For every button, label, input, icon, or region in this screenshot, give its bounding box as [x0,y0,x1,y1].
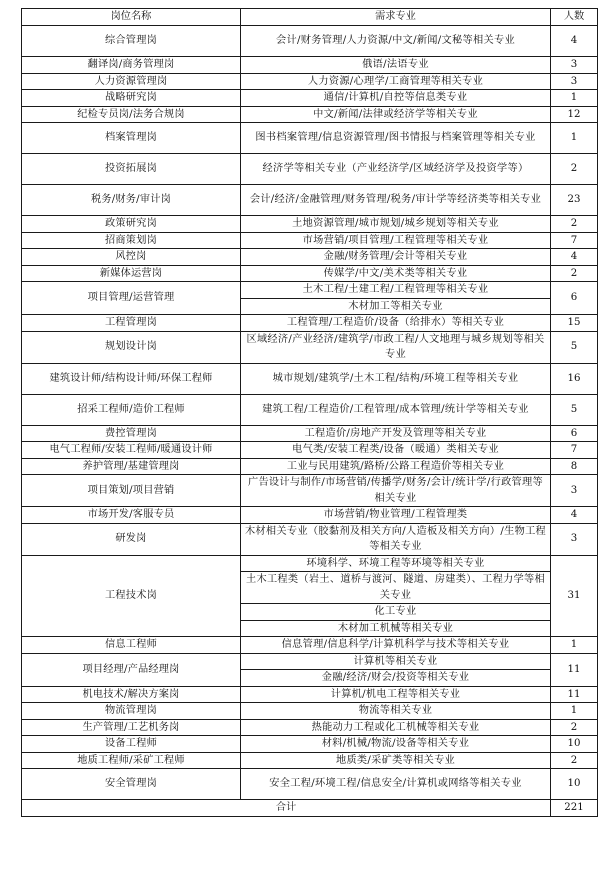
major-cell: 计算机等相关专业 [241,653,551,670]
position-cell: 机电技术/解决方案岗 [22,686,241,703]
table-row [22,216,598,233]
table-row [22,394,598,425]
position-cell: 信息工程师 [22,637,241,654]
major-cell: 工程管理/工程造价/设备（给排水）等相关专业 [241,315,551,332]
table-row [22,315,598,332]
table-row [22,752,598,769]
position-cell: 档案管理岗 [22,123,241,154]
table-row [22,769,598,800]
position-cell: 风控岗 [22,249,241,266]
major-cell: 人力资源/心理学/工商管理等相关专业 [241,73,551,90]
table-row [22,26,598,57]
position-cell: 投资拓展岗 [22,154,241,185]
table-row [22,154,598,185]
table-row [22,458,598,475]
total-row [22,800,598,817]
table-header-row [22,9,598,26]
major-cell: 环境科学、环境工程等环境等相关专业 [241,555,551,572]
position-cell: 地质工程师/采矿工程师 [22,752,241,769]
count-cell: 11 [551,686,598,703]
major-cell: 会计/经济/金融管理/财务管理/税务/审计学等经济类等相关专业 [241,185,551,216]
table-row [22,282,598,299]
table-row [22,719,598,736]
major-cell: 地质类/采矿类等相关专业 [241,752,551,769]
count-cell: 4 [551,249,598,266]
major-cell: 经济学等相关专业（产业经济学/区域经济学及投资学等） [241,154,551,185]
count-cell: 4 [551,507,598,524]
position-cell: 纪检专员岗/法务合规岗 [22,106,241,123]
major-cell: 金融/经济/财会/投资等相关专业 [241,670,551,687]
position-cell: 工程管理岗 [22,315,241,332]
table-row [22,736,598,753]
major-cell: 会计/财务管理/人力资源/中文/新闻/文秘等相关专业 [241,26,551,57]
major-cell: 传媒学/中文/美术类等相关专业 [241,265,551,282]
count-cell: 23 [551,185,598,216]
major-cell: 土木工程类（岩土、道桥与渡河、隧道、房建类）、工程力学等相关专业 [241,572,551,604]
position-cell: 生产管理/工艺机务岗 [22,719,241,736]
major-cell: 市场营销/物业管理/工程管理类 [241,507,551,524]
major-cell: 金融/财务管理/会计等相关专业 [241,249,551,266]
major-cell: 木材加工等相关专业 [241,298,551,315]
count-cell: 1 [551,90,598,107]
count-cell: 4 [551,26,598,57]
count-cell: 11 [551,653,598,686]
count-cell: 5 [551,331,598,363]
header-major: 需求专业 [241,9,551,26]
count-cell: 3 [551,57,598,74]
count-cell: 6 [551,282,598,315]
position-cell: 养护管理/基建管理岗 [22,458,241,475]
position-cell: 战略研究岗 [22,90,241,107]
position-cell: 建筑设计师/结构设计师/环保工程师 [22,363,241,394]
position-cell: 规划设计岗 [22,331,241,363]
position-cell: 工程技术岗 [22,555,241,637]
table-row [22,123,598,154]
position-cell: 项目经理/产品经理岗 [22,653,241,686]
major-cell: 市场营销/项目管理/工程管理等相关专业 [241,232,551,249]
major-cell: 信息管理/信息科学/计算机科学与技术等相关专业 [241,637,551,654]
table-row [22,363,598,394]
count-cell: 10 [551,769,598,800]
major-cell: 中文/新闻/法律或经济学等相关专业 [241,106,551,123]
position-cell: 项目策划/项目营销 [22,475,241,507]
table-row [22,249,598,266]
position-cell: 物流管理岗 [22,703,241,720]
table-row [22,637,598,654]
major-cell: 电气类/安装工程类/设备（暖通）类相关专业 [241,442,551,459]
position-cell: 新媒体运营岗 [22,265,241,282]
position-cell: 安全管理岗 [22,769,241,800]
table-row [22,106,598,123]
table-row [22,185,598,216]
header-count: 人数 [551,9,598,26]
position-cell: 招商策划岗 [22,232,241,249]
total-label: 合计 [22,800,551,817]
major-cell: 安全工程/环境工程/信息安全/计算机或网络等相关专业 [241,769,551,800]
count-cell: 2 [551,752,598,769]
table-row [22,523,598,555]
position-cell: 税务/财务/审计岗 [22,185,241,216]
recruitment-table [21,8,598,817]
count-cell: 31 [551,555,598,637]
count-cell: 7 [551,232,598,249]
major-cell: 土地资源管理/城市规划/城乡规划等相关专业 [241,216,551,233]
count-cell: 15 [551,315,598,332]
position-cell: 人力资源管理岗 [22,73,241,90]
major-cell: 木材加工机械等相关专业 [241,620,551,637]
major-cell: 材料/机械/物流/设备等相关专业 [241,736,551,753]
major-cell: 城市规划/建筑学/土木工程/结构/环境工程等相关专业 [241,363,551,394]
table-row [22,232,598,249]
table-row [22,703,598,720]
position-cell: 综合管理岗 [22,26,241,57]
table-row [22,73,598,90]
table-row [22,425,598,442]
count-cell: 5 [551,394,598,425]
position-cell: 政策研究岗 [22,216,241,233]
table-row [22,653,598,670]
position-cell: 设备工程师 [22,736,241,753]
major-cell: 土木工程/土建工程/工程管理等相关专业 [241,282,551,299]
count-cell: 16 [551,363,598,394]
major-cell: 图书档案管理/信息资源管理/图书情报与档案管理等相关专业 [241,123,551,154]
count-cell: 2 [551,719,598,736]
major-cell: 物流等相关专业 [241,703,551,720]
total-value: 221 [551,800,598,817]
table-row [22,442,598,459]
count-cell: 1 [551,123,598,154]
major-cell: 木材相关专业（胶黏剂及相关方向/人造板及相关方向）/生物工程等相关专业 [241,523,551,555]
table-row [22,90,598,107]
major-cell: 广告设计与制作/市场营销/传播学/财务/会计/统计学/行政管理等相关专业 [241,475,551,507]
count-cell: 12 [551,106,598,123]
count-cell: 3 [551,73,598,90]
table-body [22,9,598,817]
major-cell: 工程造价/房地产开发及管理等相关专业 [241,425,551,442]
count-cell: 10 [551,736,598,753]
count-cell: 6 [551,425,598,442]
position-cell: 项目管理/运营管理 [22,282,241,315]
count-cell: 2 [551,154,598,185]
table-row [22,686,598,703]
count-cell: 7 [551,442,598,459]
table-row [22,57,598,74]
major-cell: 建筑工程/工程造价/工程管理/成本管理/统计学等相关专业 [241,394,551,425]
major-cell: 区域经济/产业经济/建筑学/市政工程/人文地理与城乡规划等相关专业 [241,331,551,363]
count-cell: 3 [551,475,598,507]
major-cell: 通信/计算机/自控等信息类专业 [241,90,551,107]
table-row [22,331,598,363]
position-cell: 招采工程师/造价工程师 [22,394,241,425]
count-cell: 2 [551,216,598,233]
major-cell: 热能动力工程或化工机械等相关专业 [241,719,551,736]
major-cell: 俄语/法语专业 [241,57,551,74]
major-cell: 计算机/机电工程等相关专业 [241,686,551,703]
position-cell: 费控管理岗 [22,425,241,442]
position-cell: 电气工程师/安装工程师/暖通设计师 [22,442,241,459]
position-cell: 市场开发/客服专员 [22,507,241,524]
table-row [22,475,598,507]
table-row [22,555,598,572]
count-cell: 3 [551,523,598,555]
major-cell: 化工专业 [241,604,551,621]
count-cell: 1 [551,703,598,720]
major-cell: 工业与民用建筑/路桥/公路工程造价等相关专业 [241,458,551,475]
header-position: 岗位名称 [22,9,241,26]
position-cell: 翻译岗/商务管理岗 [22,57,241,74]
count-cell: 2 [551,265,598,282]
count-cell: 8 [551,458,598,475]
position-cell: 研发岗 [22,523,241,555]
table-row [22,265,598,282]
count-cell: 1 [551,637,598,654]
table-row [22,507,598,524]
